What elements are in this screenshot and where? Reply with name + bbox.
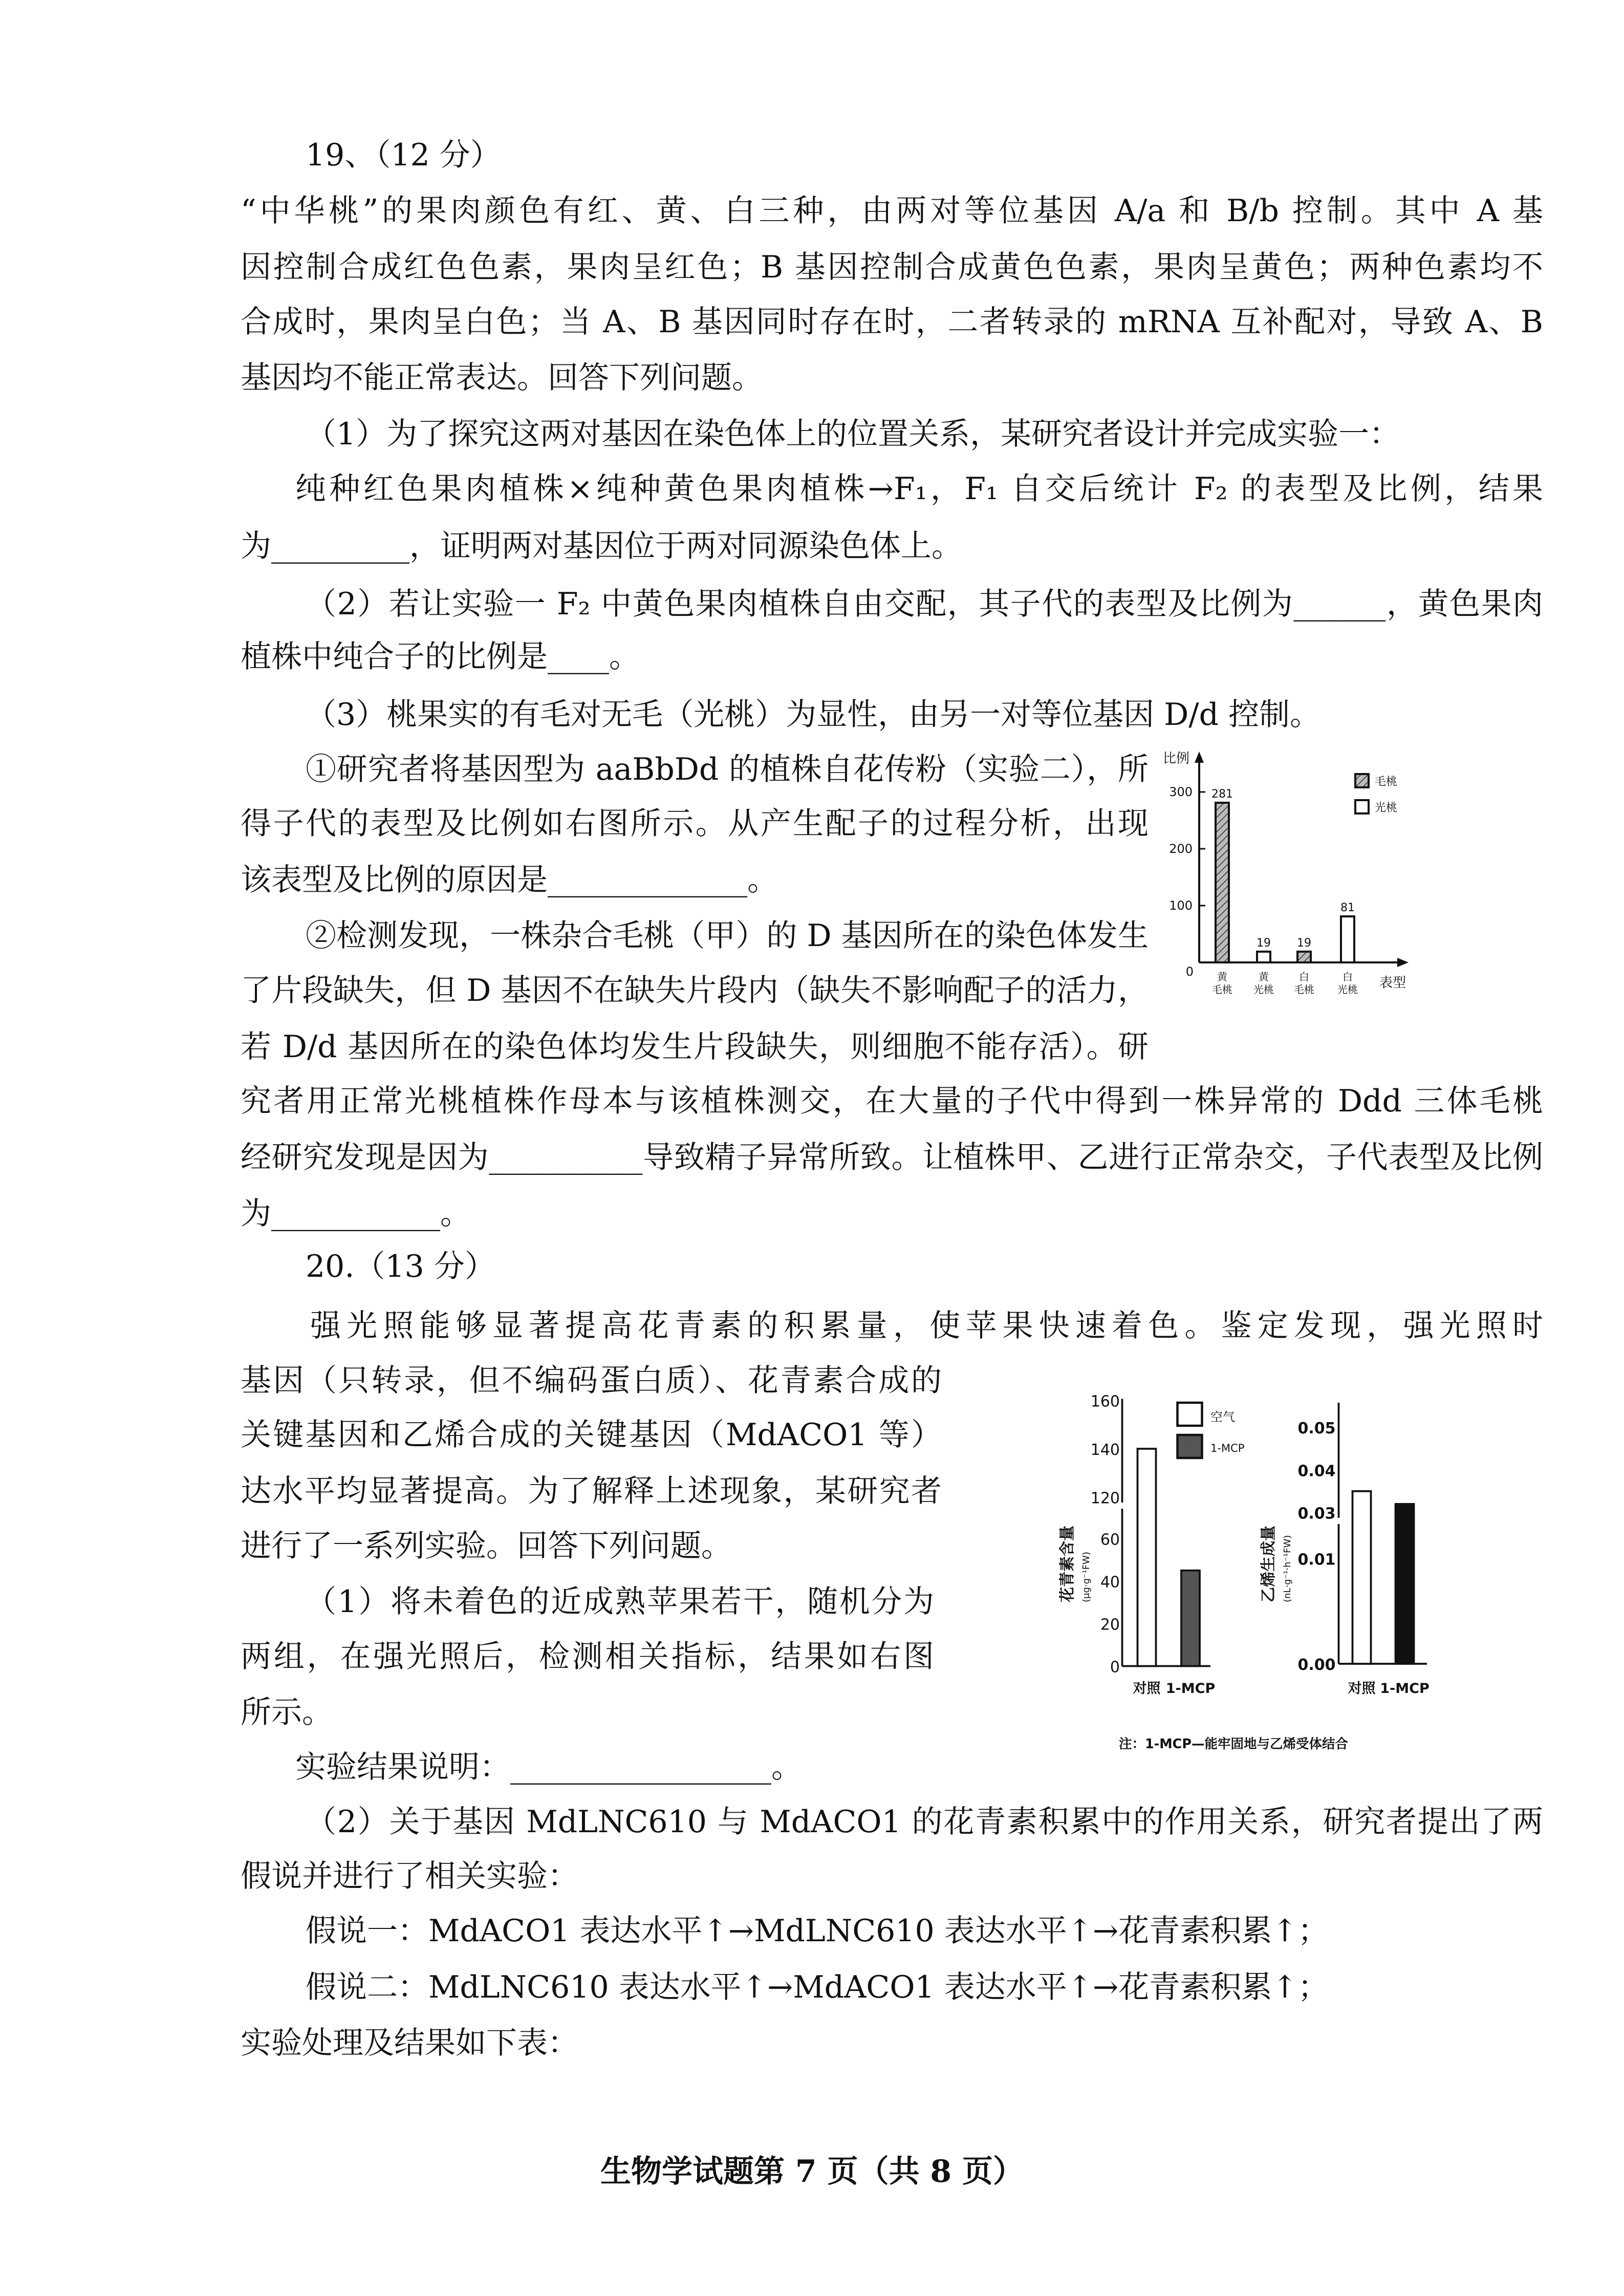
q19-line: 若 D/d 基因所在的染色体均发生片段缺失，则细胞不能存活）。研	[241, 1029, 1149, 1065]
q19-line: 基因均不能正常表达。回答下列问题。	[241, 360, 763, 396]
chart-phenotype-ratio	[1152, 737, 1561, 1075]
y-axis-label: 比例	[1163, 751, 1190, 766]
y-tick-label: 160	[1090, 1392, 1120, 1411]
x-tick-label: 1-MCP	[1165, 1681, 1216, 1697]
q19-line: 经研究发现是因为__________导致精子异常所致。让植株甲、乙进行正常杂交，子代表型及比例	[241, 1140, 1543, 1175]
y-tick-label: 300	[1169, 785, 1193, 799]
x-tick-label: 白	[1299, 971, 1309, 983]
legend-label: 空气	[1210, 1410, 1235, 1424]
chart-anthocyanin-ethylene	[962, 1372, 1535, 1771]
q19-line: 究者用正常光桃植株作母本与该植株测交，在大量的子代中得到一株异常的 Ddd 三体毛桃	[241, 1083, 1543, 1119]
y-tick-label: 100	[1169, 898, 1193, 913]
legend-label: 毛桃	[1375, 776, 1398, 788]
y-tick-label: 0.00	[1297, 1656, 1336, 1674]
bar-hairy	[1216, 803, 1229, 962]
x-tick-label: 毛桃	[1212, 983, 1232, 996]
q20-line: （1）将未着色的近成熟苹果若干，随机分为	[306, 1584, 934, 1620]
x-tick-label: 黄	[1217, 971, 1227, 983]
q20-line: 20.（13 分）	[306, 1249, 495, 1284]
q20-line: 假说二：MdLNC610 表达水平↑→MdACO1 表达水平↑→花青素积累↑；	[306, 1969, 1329, 2005]
y-axis-arrow	[1195, 752, 1204, 763]
y-axis-label: 乙烯生成量	[1260, 1526, 1277, 1602]
bar-smooth	[1341, 916, 1354, 962]
y-tick-label: 0.05	[1297, 1420, 1336, 1437]
legend-swatch-smooth	[1355, 800, 1369, 813]
x-tick-label: 白	[1342, 971, 1353, 983]
q19-line: ②检测发现，一株杂合毛桃（甲）的 D 基因所在的染色体发生	[306, 918, 1149, 954]
q19-line: 19、（12 分）	[306, 137, 501, 173]
q20-line: 实验处理及结果如下表：	[241, 2025, 578, 2061]
legend-label: 光桃	[1375, 802, 1398, 814]
x-tick-label: 光桃	[1337, 983, 1358, 996]
y-axis-unit: (μg·g⁻¹FW)	[1081, 1552, 1092, 1602]
q19-line: 得子代的表型及比例如右图所示。从产生配子的过程分析，出现	[241, 806, 1149, 842]
q20-line: 假说并进行了相关实验：	[241, 1858, 578, 1894]
x-tick-label: 对照	[1348, 1681, 1376, 1697]
q19-line: （1）为了探究这两对基因在染色体上的位置关系，某研究者设计并完成实验一：	[306, 416, 1400, 452]
q19-line: （3）桃果实的有毛对无毛（光桃）为显性，由另一对等位基因 D/d 控制。	[306, 697, 1321, 733]
x-axis-label: 表型	[1379, 975, 1406, 991]
q19-line: “中华桃”的果肉颜色有红、黄、白三种，由两对等位基因 A/a 和 B/b 控制。其中 A 基	[241, 193, 1543, 229]
q20-line: 假说一：MdACO1 表达水平↑→MdLNC610 表达水平↑→花青素积累↑；	[306, 1913, 1329, 1949]
q19-line: ①研究者将基因型为 aaBbDd 的植株自花传粉（实验二），所	[306, 752, 1149, 787]
q19-line: 因控制合成红色色素，果肉呈红色；B 基因控制合成黄色色素，果肉呈黄色；两种色素均不	[241, 249, 1543, 285]
bar-value-label: 19	[1297, 936, 1311, 950]
x-tick-label: 1-MCP	[1380, 1681, 1430, 1697]
y-axis-unit: (nL·g⁻¹·h⁻¹FW)	[1282, 1535, 1293, 1602]
chart-note: 注：1-MCP—能牢固地与乙烯受体结合	[1118, 1736, 1349, 1752]
bar	[1138, 1449, 1156, 1666]
q19-line: 合成时，果肉呈白色；当 A、B 基因同时存在时，二者转录的 mRNA 互补配对，导致 A、B	[241, 304, 1543, 340]
bar	[1396, 1504, 1414, 1664]
q20-line: 达水平均显著提高。为了解释上述现象，某研究者	[241, 1473, 942, 1509]
q19-line: 了片段缺失，但 D 基因不在缺失片段内（缺失不影响配子的活力，	[241, 973, 1149, 1008]
q20-line: 两组，在强光照后，检测相关指标，结果如右图	[241, 1639, 934, 1675]
page-footer: 生物学试题第 7 页（共 8 页）	[600, 2154, 1024, 2190]
legend-swatch-1mcp	[1178, 1435, 1202, 1458]
y-tick-label: 20	[1100, 1616, 1120, 1634]
legend-swatch-air	[1178, 1403, 1202, 1426]
bar-value-label: 281	[1211, 788, 1233, 801]
q20-line: 所示。	[241, 1694, 333, 1730]
q19-line: 纯种红色果肉植株×纯种黄色果肉植株→F₁，F₁ 自交后统计 F₂ 的表型及比例，结果	[295, 471, 1543, 507]
q19-line: 该表型及比例的原因是_____________。	[241, 862, 778, 898]
x-tick-label: 光桃	[1253, 983, 1274, 996]
y-tick-label: 60	[1100, 1531, 1120, 1549]
q20-line: 进行了一系列实验。回答下列问题。	[241, 1528, 732, 1564]
y-tick-label: 120	[1090, 1489, 1120, 1508]
bar-value-label: 81	[1340, 902, 1355, 915]
y-tick-label: 40	[1100, 1573, 1120, 1592]
y-tick-label: 0.01	[1297, 1551, 1336, 1569]
x-tick-label: 黄	[1259, 971, 1269, 983]
y-tick-label: 140	[1090, 1441, 1120, 1459]
q20-line: 实验结果说明：_________________。	[295, 1749, 802, 1785]
x-tick-label: 毛桃	[1294, 983, 1314, 996]
q20-line: （2）关于基因 MdLNC610 与 MdACO1 的花青素积累中的作用关系，研究者提出了两	[306, 1804, 1543, 1840]
bar-value-label: 19	[1257, 936, 1271, 950]
x-axis-arrow	[1397, 958, 1409, 967]
q20-line: 关键基因和乙烯合成的关键基因（MdACO1 等）	[241, 1417, 942, 1453]
q19-line: 为___________。	[241, 1196, 471, 1232]
y-tick-label: 0.04	[1297, 1462, 1336, 1480]
bar	[1353, 1491, 1371, 1664]
y-axis-label: 花青素含量	[1058, 1526, 1076, 1602]
legend-swatch-hairy	[1355, 774, 1369, 787]
y-tick-label: 0	[1110, 1658, 1120, 1677]
bar	[1181, 1571, 1200, 1666]
y-tick-label: 200	[1169, 842, 1193, 856]
bar-hairy	[1297, 952, 1311, 962]
y-tick-label: 0	[1185, 964, 1194, 979]
legend-label: 1-MCP	[1210, 1442, 1245, 1454]
q19-line: 为_________，证明两对基因位于两对同源染色体上。	[241, 528, 962, 564]
q20-line: 强光照能够显著提高花青素的积累量，使苹果快速着色。鉴定发现，强光照时	[310, 1308, 1543, 1344]
q20-line: 基因（只转录，但不编码蛋白质）、花青素合成的	[241, 1363, 942, 1399]
q19-line: 植株中纯合子的比例是____。	[241, 639, 640, 675]
q19-line: （2）若让实验一 F₂ 中黄色果肉植株自由交配，其子代的表型及比例为______，黄色果肉	[306, 586, 1543, 622]
y-tick-label: 0.03	[1297, 1505, 1336, 1523]
bar-smooth	[1257, 952, 1270, 962]
x-tick-label: 对照	[1133, 1681, 1161, 1697]
